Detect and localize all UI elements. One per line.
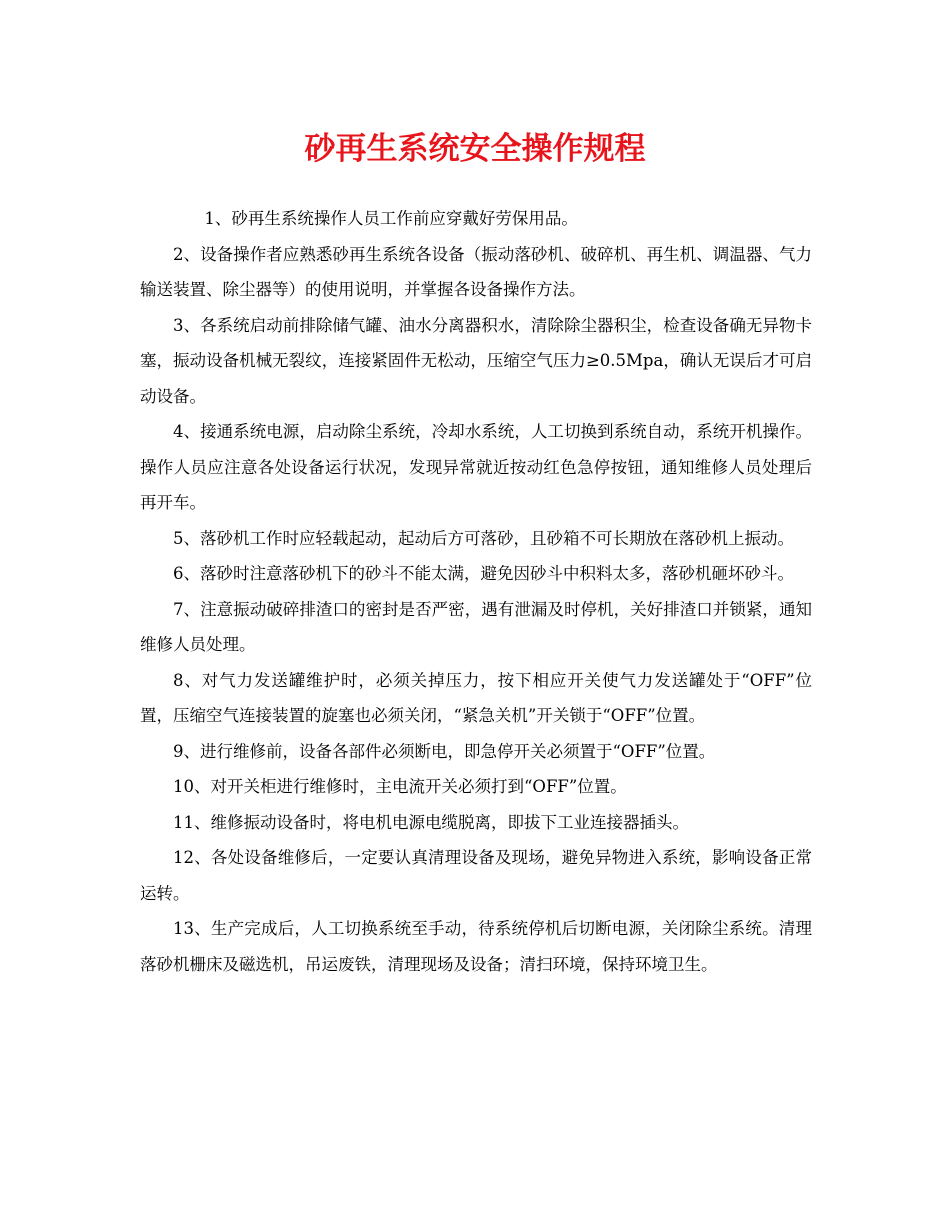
rule-paragraph-1: 1、砂再生系统操作人员工作前应穿戴好劳保用品。 xyxy=(204,209,578,228)
rule-paragraph-6: 6、落砂时注意落砂机下的砂斗不能太满，避免因砂斗中积料太多，落砂机砸坏砂斗。 xyxy=(173,564,794,583)
rule-paragraph-3: 3、各系统启动前排除储气罐、油水分离器积水，清除除尘器积尘，检查设备确无异物卡塞，振动设备机械无裂纹，连接紧固件无松动，压缩空气压力≥0.5Mpa，确认无误后才可启动设备。 xyxy=(140,315,812,406)
rule-paragraph-8: 8、对气力发送罐维护时，必须关掉压力，按下相应开关使气力发送罐处于“OFF”位置，压缩空气连接装置的旋塞也必须关闭，“紧急关机”开关锁于“OFF”位置。 xyxy=(140,670,812,725)
rule-paragraph-10: 10、对开关柜进行维修时，主电流开关必须打到“OFF”位置。 xyxy=(173,777,627,796)
rule-paragraph-5: 5、落砂机工作时应轻载起动，起动后方可落砂，且砂箱不可长期放在落砂机上振动。 xyxy=(173,528,794,548)
document-title: 砂再生系统安全操作规程 xyxy=(304,131,646,167)
rule-paragraph-9: 9、进行维修前，设备各部件必须断电，即急停开关必须置于“OFF”位置。 xyxy=(173,741,716,761)
rule-paragraph-12: 12、各处设备维修后，一定要认真清理设备及现场，避免异物进入系统，影响设备正常运转。 xyxy=(140,848,812,903)
rule-paragraph-11: 11、维修振动设备时，将电机电源电缆脱离，即拔下工业连接器插头。 xyxy=(173,812,689,832)
rule-paragraph-4: 4、接通系统电源，启动除尘系统，冷却水系统，人工切换到系统自动，系统开机操作。操作人员应注意各处设备运行状况，发现异常就近按动红色急停按钮，通知维修人员处理后再开车。 xyxy=(140,422,812,512)
document-body xyxy=(140,201,812,982)
rule-paragraph-7: 7、注意振动破碎排渣口的密封是否严密，遇有泄漏及时停机，关好排渣口并锁紧，通知维修人员处理。 xyxy=(140,599,812,654)
rule-paragraph-13: 13、生产完成后，人工切换系统至手动，待系统停机后切断电源，关闭除尘系统。清理落砂机栅床及磁选机，吊运废铁，清理现场及设备；清扫环境，保持环境卫生。 xyxy=(140,919,812,974)
rule-paragraph-2: 2、设备操作者应熟悉砂再生系统各设备（振动落砂机、破碎机、再生机、调温器、气力输送装置、除尘器等）的使用说明，并掌握各设备操作方法。 xyxy=(140,244,812,299)
